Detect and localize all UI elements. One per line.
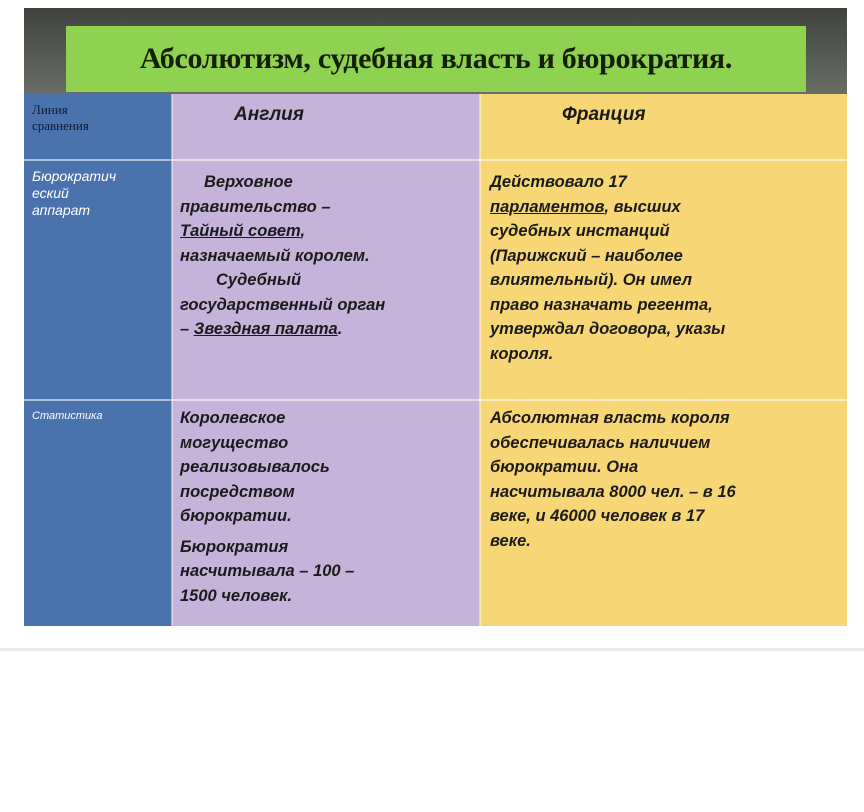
paragraph (180, 535, 470, 609)
text-line: могущество (180, 433, 289, 452)
header-criteria-line: сравнения (32, 118, 89, 133)
row-divider (24, 399, 847, 401)
header-england: Англия (234, 104, 304, 125)
row-bureaucracy-criteria (32, 168, 116, 219)
header-england-cell (172, 94, 480, 160)
header-france-cell (480, 94, 847, 160)
row-bureaucracy-france-cell (480, 160, 847, 400)
text-line: 1500 человек. (180, 586, 293, 605)
text-fragment: , высших (604, 197, 681, 216)
row-divider (24, 159, 847, 161)
row-statistics-england-text (180, 406, 470, 608)
row-statistics-france-text (490, 406, 840, 553)
row-statistics-criteria-cell (24, 400, 172, 626)
slide-title: Абсолютизм, судебная власть и бюрократия. (139, 42, 733, 75)
text-line: насчитывала – 100 – (180, 562, 355, 580)
text-line: реализовывалось (180, 458, 330, 476)
privy-council-link-text: Тайный совет (180, 222, 301, 240)
comparison-table (24, 94, 847, 626)
text-line: правительство – (180, 197, 331, 216)
criteria-line: еский (32, 185, 69, 201)
text-line: веке. (490, 531, 531, 550)
text-line: бюрократии. (180, 507, 292, 525)
text-fragment: . (337, 320, 343, 338)
text-line: насчитывала 8000 чел. – в 16 (490, 482, 736, 501)
text-line: назначаемый королем. (180, 246, 370, 265)
text-line: Абсолютная власть короля (490, 409, 730, 427)
text-line: бюрократии. Она (490, 458, 639, 476)
text-line: утверждал договора, указы (490, 320, 726, 338)
star-chamber-text: Звездная палата (193, 320, 338, 338)
header-criteria-label (32, 102, 89, 134)
column-divider (479, 94, 481, 626)
text-line: короля. (490, 344, 554, 363)
row-bureaucracy-criteria-cell (24, 160, 172, 400)
text-line: Бюрократия (180, 537, 289, 556)
slide (24, 8, 847, 626)
row-bureaucracy-france-text (490, 170, 842, 366)
row-bureaucracy-england-text (180, 170, 478, 342)
text-line: веке, и 46000 человек в 17 (490, 507, 705, 525)
text-line: государственный орган (180, 295, 386, 314)
text-line: (Парижский – наиболее (490, 246, 683, 265)
text-line: Действовало 17 (490, 173, 627, 191)
parliaments-text: парламентов (490, 197, 605, 216)
text-line: посредством (180, 482, 295, 501)
text-line: Судебный (216, 271, 302, 289)
header-criteria-line: Линия (32, 102, 68, 117)
criteria-line: Бюрократич (32, 168, 117, 184)
paragraph (180, 406, 470, 529)
header-france: Франция (562, 104, 646, 125)
row-statistics-france-cell (480, 400, 847, 626)
title-box (66, 26, 806, 92)
row-statistics-england-cell (172, 400, 480, 626)
text-fragment: – (180, 320, 194, 338)
text-line: Верховное (204, 173, 293, 191)
header-criteria-cell (24, 94, 172, 160)
column-divider (171, 94, 173, 626)
page-divider (0, 648, 864, 651)
row-statistics-criteria: Статистика (32, 410, 103, 422)
text-line: обеспечивалась наличием (490, 433, 711, 452)
text-line: судебных инстанций (490, 222, 670, 240)
text-line: влиятельный). Он имел (490, 271, 693, 289)
text-fragment: , (300, 222, 306, 240)
text-line: Королевское (180, 409, 286, 427)
row-bureaucracy-england-cell (172, 160, 480, 400)
criteria-line: аппарат (32, 202, 91, 218)
text-line: право назначать регента, (490, 295, 713, 314)
